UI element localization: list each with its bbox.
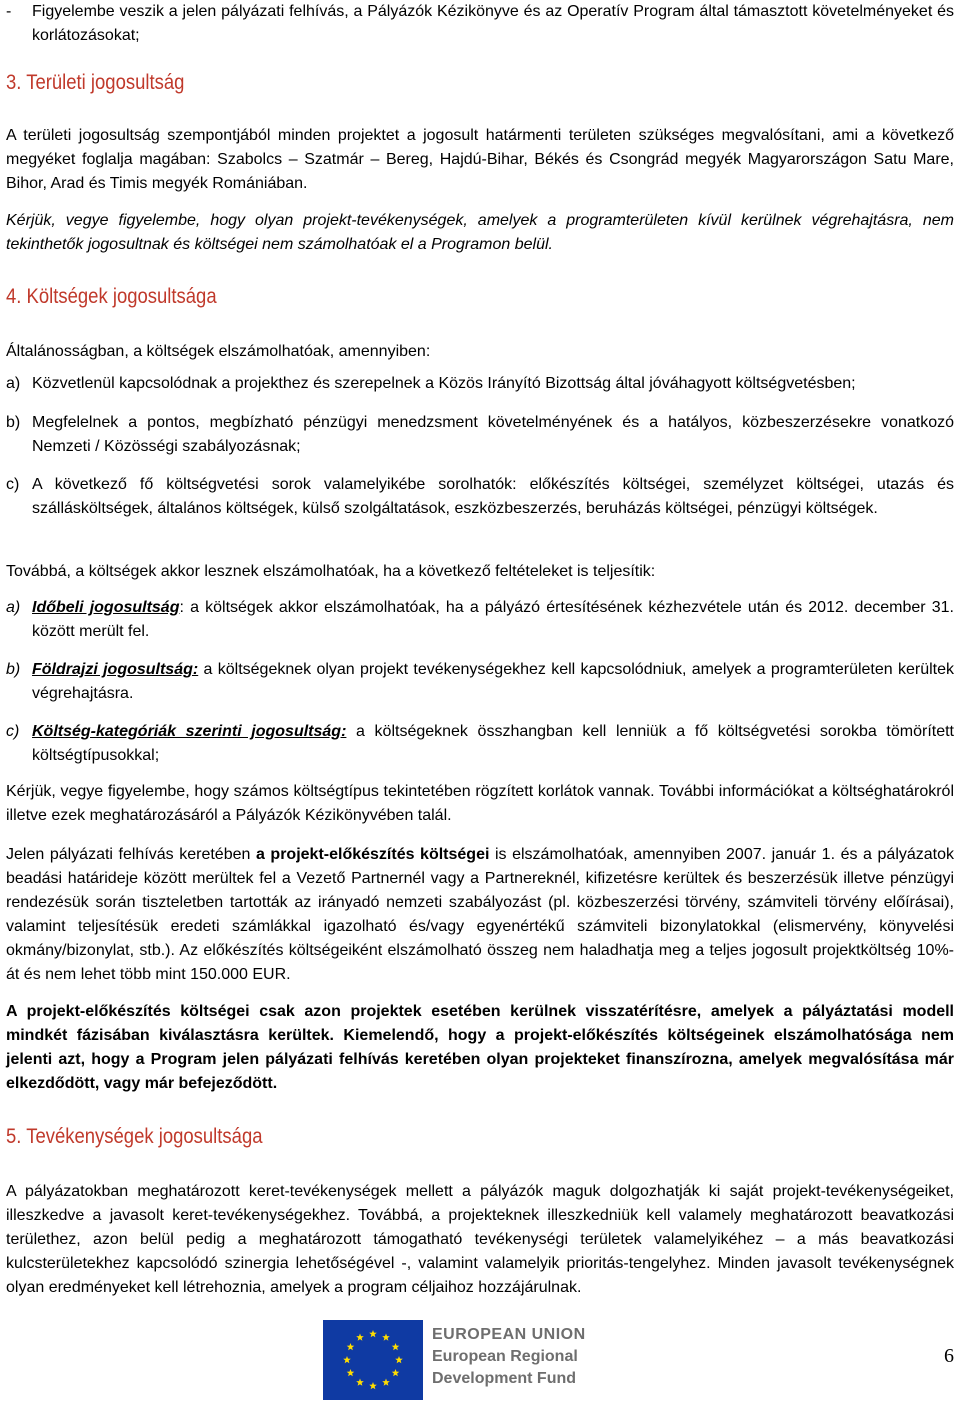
- eu-star-icon: [347, 1343, 355, 1350]
- paragraph-general: Általánosságban, a költségek elszámolhatóak, amennyiben:: [6, 343, 431, 360]
- list-item-text: [32, 596, 954, 644]
- condition-label: Költség-kategóriák szerinti jogosultság:: [32, 723, 347, 740]
- section-heading-5: 5. Tevékenységek jogosultsága: [6, 1125, 263, 1148]
- list-marker: c): [6, 476, 20, 493]
- section-heading-4: 4. Költségek jogosultsága: [6, 285, 217, 308]
- condition-text: a költségek akkor elszámolhatóak, ha a pályázó értesítésének kézhezvétele után és 2012. december 31. között merült fel.: [32, 599, 954, 640]
- condition-text: a költségeknek olyan projekt tevékenységekhez kell kapcsolódniuk, amelyek a programterületen kerültek végrehajtásra.: [32, 661, 955, 702]
- eu-label-line1: EUROPEAN UNION: [432, 1326, 586, 1343]
- list-marker: b): [6, 414, 21, 431]
- paragraph-preparation-costs: [6, 843, 954, 987]
- prep-text-a: Jelen pályázati felhívás keretében: [6, 846, 256, 863]
- eu-star-icon: [395, 1356, 403, 1363]
- list-item: [6, 372, 954, 396]
- list-marker: a): [6, 599, 21, 616]
- list-item: [6, 658, 954, 706]
- eu-star-icon: [392, 1343, 400, 1350]
- eu-star-icon: [382, 1333, 390, 1340]
- paragraph-cost-limits: Kérjük, vegye figyelembe, hogy számos költségtípus tekintetében rögzített korlátok vannak. További információkat a költséghatárokról illetve ezek meghatározásáról a Pályázók Kézikönyvében talál.: [6, 783, 954, 824]
- list-item-text: Figyelembe veszik a jelen pályázati felhívás, a Pályázók Kézikönyve és az Operatív Program által támasztott követelményeket és korlátozásokat;: [32, 3, 954, 44]
- condition-label: Földrajzi jogosultság:: [32, 661, 199, 678]
- list-item: [6, 411, 954, 459]
- eu-label-line2: European Regional: [432, 1348, 578, 1365]
- list-marker: a): [6, 375, 21, 392]
- list-item-text: Közvetlenül kapcsolódnak a projekthez és szerepelnek a Közös Irányító Bizottság által jóváhagyott költségvetésben;: [32, 375, 856, 392]
- eu-star-icon: [356, 1379, 364, 1386]
- paragraph-territorial: A területi jogosultság szempontjából minden projektet a jogosult határmenti területen szükséges megvalósítani, ami a következő megyéket foglalja magában: Szabolcs – Szatmár – Bereg, Hajdú-Bihar, Békés és Csongrád megyék Magyarországon Satu Mare, Bihor, Arad és Timis megyék Romániában.: [6, 127, 954, 192]
- list-marker: c): [6, 723, 20, 740]
- paragraph-activities: A pályázatokban meghatározott keret-tevékenységek mellett a pályázók maguk dolgozhatják ki saját projekt-tevékenységeiket, illeszkedve a javasolt keret-tevékenységekhez. Továbbá, a projekteknek illeszkedniük kell valamely meghatározott beavatkozási területhez, azon belül pedig a meghatározott támogatható tevékenységi területek valamelyikéhez – a más beavatkozási kulcsterületekhez kapcsolódó szinergia lehetőségével -, valamint valamelyik prioritás-tengelyhez. Minden javasolt tevékenységnek olyan eredményeket kell létrehoznia, amelyek a program céljaihoz hozzájárulnak.: [6, 1183, 954, 1296]
- prep-text-c: is elszámolhatóak, amennyiben 2007. január 1. és a pályázatok beadási határideje között merültek fel a Vezető Partnernél vagy a Partnereknél, kifizetésre kerültek és beszerzésük illetve pénzügyi rendezésük során tiszteletben tartották az irányadó nemzeti szabályozást (pl. közbeszerzési törvény, számviteli törvény előírásai), valamint teljesítésük eredeti számlákkal igazolható és/vagy egyenértékű számviteli bizonylatokkal (elismervény, könyvelési okmány/bizonylat, stb.). Az előkészítés költségeiként elszámolható összeg nem haladhatja meg a teljes jogosult projektköltség 10%-át és nem lehet több mint 150.000 EUR.: [6, 846, 955, 983]
- eu-star-icon: [392, 1369, 400, 1376]
- eu-star-icon: [356, 1333, 364, 1340]
- eu-stars-icon: [323, 1320, 423, 1400]
- list-item-text: [32, 720, 954, 768]
- page-number: 6: [944, 1345, 954, 1367]
- list-item-text: Megfelelnek a pontos, megbízható pénzügyi menedzsment követelményének és a hatályos, közbeszerzésekre vonatkozó Nemzeti / Közösségi szabályozásnak;: [32, 414, 954, 455]
- list-item-text: A következő fő költségvetési sorok valamelyikébe sorolhatók: előkészítés költségei, személyzet költségei, utazás és szállásköltségek, általános költségek, külső szolgáltatások, eszközbeszerzés, beruházás költségei, pénzügyi költségek.: [32, 476, 954, 517]
- prep-text-bold: a projekt-előkészítés költségei: [255, 846, 490, 863]
- eu-star-icon: [347, 1369, 355, 1376]
- list-item: [6, 596, 954, 644]
- eu-star-icon: [369, 1382, 377, 1389]
- list-item: [6, 720, 954, 768]
- condition-label: Időbeli jogosultság: [32, 599, 180, 616]
- eu-fund-label: [432, 1324, 586, 1390]
- condition-text: a költségeknek összhangban kell lenniük a fő költségvetési sorokba tömörített költségtípusokkal;: [32, 723, 954, 764]
- eu-label-line3: Development Fund: [432, 1370, 577, 1387]
- eu-star-icon: [343, 1356, 351, 1363]
- list-item-text: [32, 658, 954, 706]
- paragraph-further: Továbbá, a költségek akkor lesznek elszámolhatóak, ha a következő feltételeket is teljesítik:: [6, 563, 656, 580]
- list-marker: b): [6, 661, 21, 678]
- condition-sep: :: [179, 599, 184, 616]
- eu-flag-logo: [323, 1320, 423, 1400]
- eu-star-icon: [369, 1330, 377, 1337]
- eu-star-icon: [382, 1379, 390, 1386]
- list-item: [6, 473, 954, 521]
- list-marker: -: [6, 3, 12, 20]
- paragraph-bold-note: A projekt-előkészítés költségei csak azon projektek esetében kerülnek visszatérítésre, amelyek a pályáztatási modell mindkét fázisában kiválasztásra kerültek. Kiemelendő, hogy a projekt-előkészítés költségeinek elszámolhatósága nem jelenti azt, hogy a Program jelen pályázati felhívás keretében olyan projekteket finanszírozna, amelyek megvalósítása már elkezdődött, vagy már befejeződött.: [6, 1003, 954, 1092]
- paragraph-territorial-note: Kérjük, vegye figyelembe, hogy olyan projekt-tevékenységek, amelyek a programterületen kívül kerülnek végrehajtásra, nem tekinthetők jogosultnak és költségei nem számolhatóak el a Programon belül.: [6, 212, 954, 253]
- section-heading-3: 3. Területi jogosultság: [6, 71, 185, 94]
